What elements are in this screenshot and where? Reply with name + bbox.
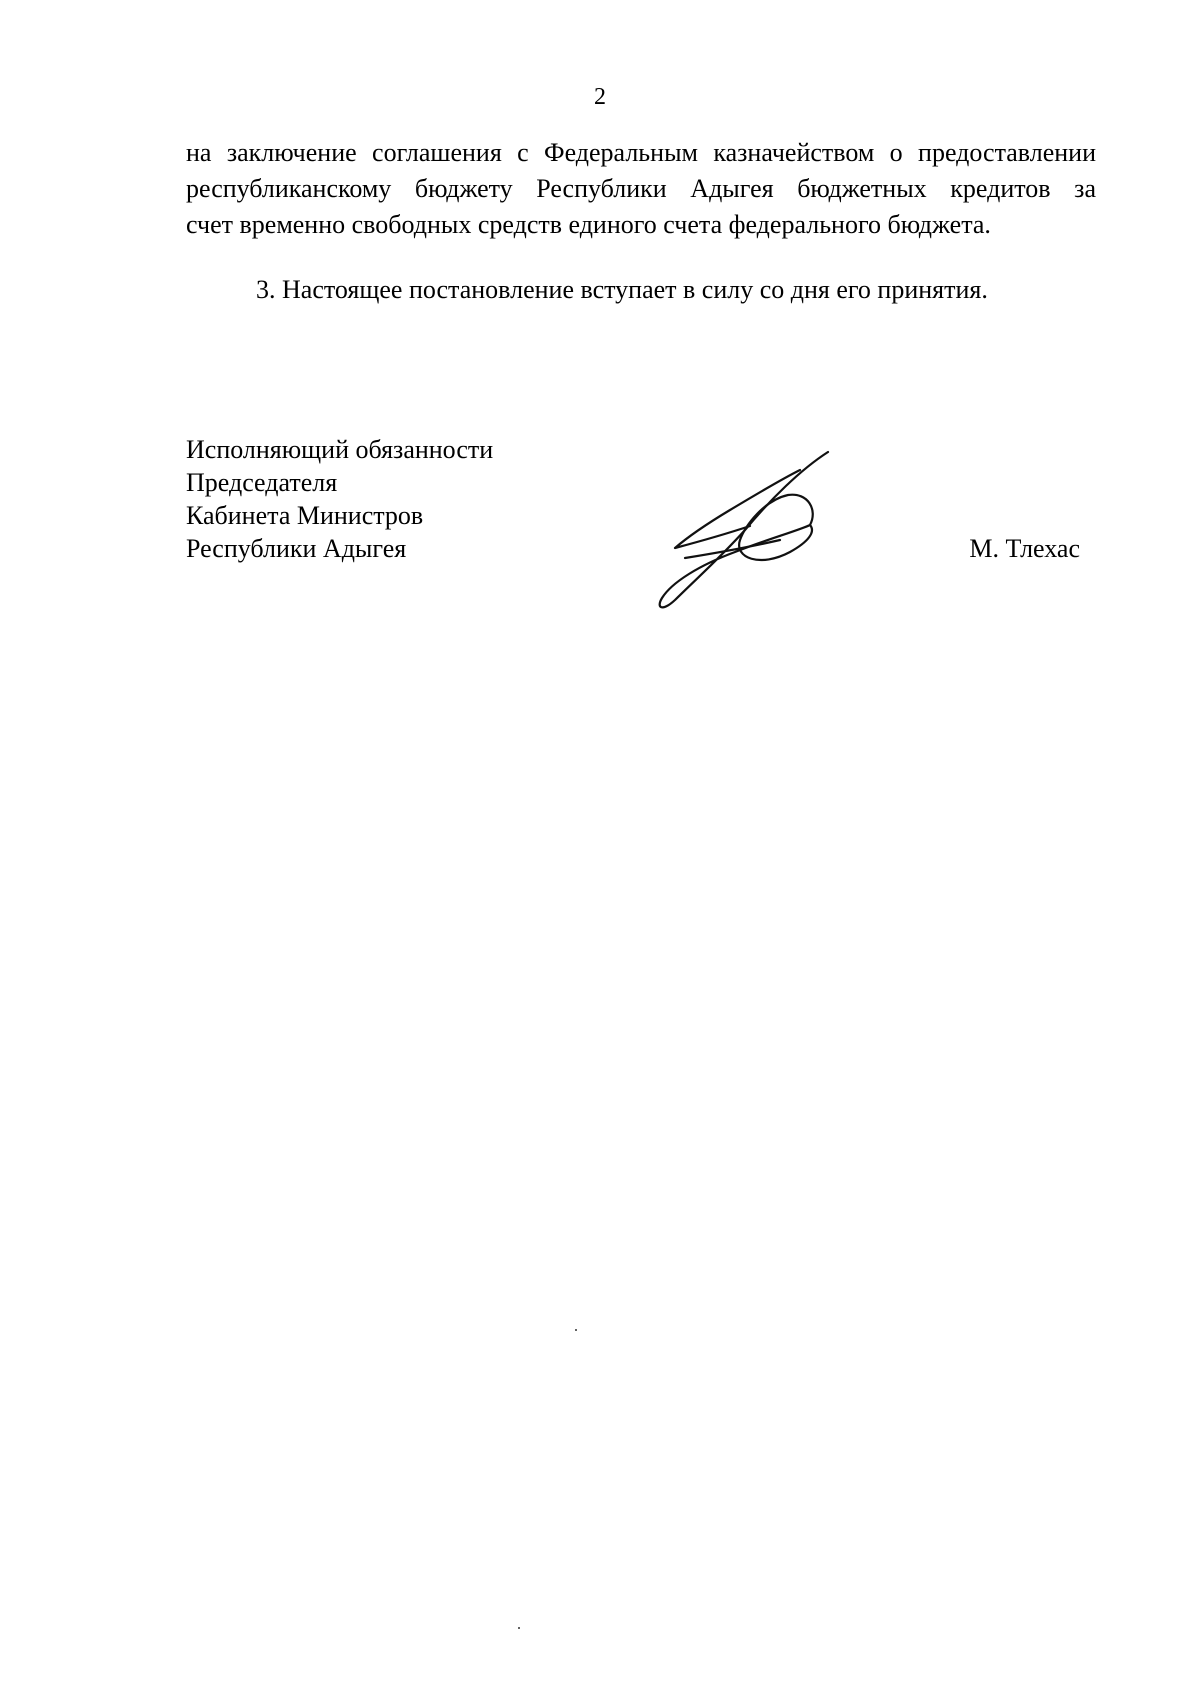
scan-speck [575,1329,577,1331]
position-line: Республики Адыгея [186,534,407,563]
continued-paragraph [186,135,1096,243]
handwritten-signature [650,440,850,620]
page-number: 2 [594,84,606,110]
position-line: Председателя [186,468,338,497]
signer-name: М. Тлехас [969,534,1080,563]
position-line: Кабинета Министров [186,501,424,530]
signatory-position [186,433,493,565]
clause-3: 3. Настоящее постановление вступает в силу со дня его принятия. [256,275,988,304]
position-line: Исполняющий обязанности [186,435,494,464]
paragraph-line: счет временно свободных средств единого счета федерального бюджета. [186,210,991,239]
paragraph-line: на заключение соглашения с Федеральным казначейством о предоставлении [186,138,1096,167]
scan-speck [518,1627,520,1629]
paragraph-line: республиканскому бюджету Республики Адыгея бюджетных кредитов за [186,174,1096,203]
